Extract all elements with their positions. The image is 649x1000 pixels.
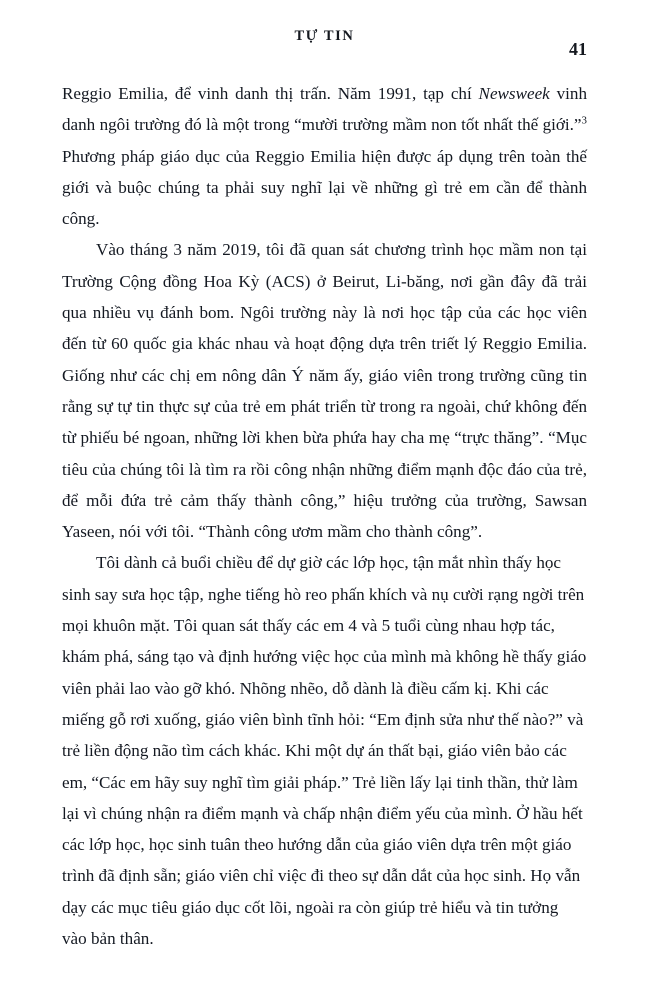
italic-text: Newsweek	[478, 84, 550, 103]
running-head	[62, 28, 587, 62]
page-number: 41	[569, 39, 587, 59]
running-title: TỰ TIN	[294, 28, 355, 44]
paragraph: Reggio Emilia, để vinh danh thị trấn. Năm 1991, tạp chí Newsweek vinh danh ngôi trường đó là một trong “mười trường mầm non tốt nhất thế giới.”$^3$ Phương pháp giáo dục của Reggio Emilia hiện được áp dụng trên toàn thế giới và buộc chúng ta phải suy nghĩ lại về những gì trẻ em cần để thành công.	[62, 84, 587, 229]
footnote-marker: 3	[581, 114, 587, 127]
body-text	[62, 78, 587, 954]
paragraph: Vào tháng 3 năm 2019, tôi đã quan sát chương trình học mầm non tại Trường Cộng đồng Hoa Kỳ (ACS) ở Beirut, Li-băng, nơi gần đây đã trải qua nhiều vụ đánh bom. Ngôi trường này là nơi học tập của các học viên đến từ 60 quốc gia khác nhau và hoạt động dựa trên triết lý Reggio Emilia. Giống như các chị em nông dân Ý năm ấy, giáo viên trong trường cũng tin rằng sự tự tin thực sự của trẻ em phát triển từ trong ra ngoài, chứ không đến từ phiếu bé ngoan, những lời khen bừa phứa hay cha mẹ “trực thăng”. “Mục tiêu của chúng tôi là tìm ra rồi công nhận những điểm mạnh độc đáo của trẻ, để mỗi đứa trẻ cảm thấy thành công,” hiệu trưởng của trường, Sawsan Yaseen, nói với tôi. “Thành công ươm mầm cho thành công”.	[62, 240, 587, 542]
paragraph: Tôi dành cả buổi chiều để dự giờ các lớp học, tận mắt nhìn thấy học sinh say sưa học tập, nghe tiếng hò reo phấn khích và nụ cười rạng ngời trên mọi khuôn mặt. Tôi quan sát thấy các em 4 và 5 tuổi cùng nhau hợp tác, khám phá, sáng tạo và định hướng việc học của mình mà không hề thấy giáo viên phải lao vào gỡ khó. Nhõng nhẽo, dỗ dành là điều cấm kị. Khi các miếng gỗ rơi xuống, giáo viên bình tĩnh hỏi: “Em định sửa như thế nào?” và trẻ liền động não tìm cách khác. Khi một dự án thất bại, giáo viên bảo các em, “Các em hãy suy nghĩ tìm giải pháp.” Trẻ liền lấy lại tinh thần, thử làm lại vì chúng nhận ra điểm mạnh và chấp nhận điểm yếu của mình. Ở hầu hết các lớp học, học sinh tuân theo hướng dẫn của giáo viên dựa trên một giáo trình đã định sẵn; giáo viên chỉ việc đi theo sự dẫn dắt của học sinh. Họ vẫn dạy các mục tiêu giáo dục cốt lõi, ngoài ra còn giúp trẻ hiểu và tin tưởng vào bản thân.	[62, 553, 587, 949]
